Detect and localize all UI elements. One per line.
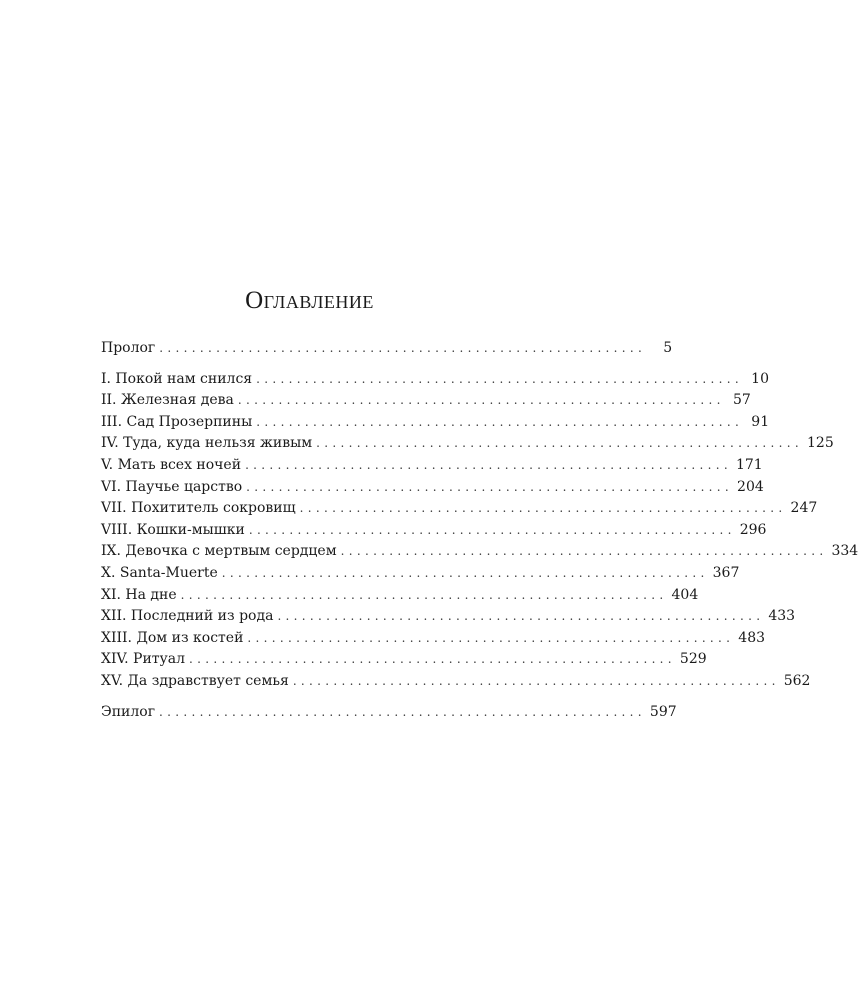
toc-entry-chapter-2[interactable]: [101, 390, 751, 412]
dot-leader: ............................................................: [247, 630, 735, 645]
toc-entry-page: 367: [712, 564, 740, 581]
toc-entry-label: XV. Да здравствует семья: [101, 672, 289, 689]
dot-leader: ............................................................: [159, 341, 647, 355]
toc-entry-chapter-14[interactable]: [101, 649, 707, 671]
toc-entry-chapter-5[interactable]: [101, 455, 763, 477]
toc-entry-page: 10: [751, 370, 769, 387]
toc-entry-page: 562: [783, 672, 811, 689]
toc-entry-label: Эпилог: [101, 703, 156, 720]
toc-entry-label: I. Покой нам снился: [101, 370, 253, 387]
toc-entry-page: 91: [751, 413, 770, 430]
dot-leader: ............................................................: [340, 544, 828, 559]
toc-entry-label: IX. Девочка с мертвым сердцем: [101, 543, 337, 560]
toc-entry-page: 57: [732, 392, 751, 409]
toc-entry-page: 597: [649, 703, 677, 720]
toc-entry-page: 125: [807, 435, 834, 452]
toc-entry-label: X. Santa-Muerte: [101, 564, 218, 581]
toc-entry-page: 529: [679, 651, 707, 668]
toc-entry-epilogue[interactable]: [101, 702, 677, 724]
toc-entry-chapter-13[interactable]: [101, 628, 766, 650]
toc-entry-label: VI. Паучье царство: [101, 478, 243, 495]
dot-leader: ............................................................: [246, 479, 734, 494]
toc-entry-page: 247: [790, 500, 818, 517]
toc-entry-page: 334: [831, 543, 858, 560]
toc-entry-page: 171: [735, 456, 763, 473]
dot-leader: ............................................................: [316, 436, 803, 451]
toc-entry-chapter-11[interactable]: [101, 585, 699, 607]
toc-entry-chapter-12[interactable]: [101, 606, 796, 628]
dot-leader: ............................................................: [189, 652, 676, 667]
toc-entry-label: IV. Туда, куда нельзя живым: [101, 435, 313, 452]
toc-entry-page: 404: [671, 586, 699, 603]
dot-leader: ............................................................: [248, 522, 736, 537]
toc-entry-prologue[interactable]: [101, 338, 673, 360]
toc-entry-chapter-3[interactable]: [101, 412, 770, 434]
toc-entry-page: 483: [738, 629, 766, 646]
toc-entry-label: Пролог: [101, 340, 156, 356]
dot-leader: ............................................................: [221, 565, 709, 580]
toc-entry-chapter-1[interactable]: [101, 369, 769, 391]
toc-entry-page: 296: [739, 521, 767, 538]
toc-entry-label: V. Мать всех ночей: [101, 456, 242, 473]
dot-leader: ............................................................: [256, 414, 744, 429]
toc-entry-label: XIII. Дом из костей: [101, 629, 244, 646]
dot-leader: ............................................................: [245, 457, 732, 472]
dot-leader: ............................................................: [292, 673, 780, 688]
toc-entry-page: 433: [768, 608, 796, 625]
toc-entry-label: III. Сад Прозерпины: [101, 413, 253, 430]
toc-entry-chapter-6[interactable]: [101, 477, 764, 499]
toc-entry-chapter-7[interactable]: [101, 498, 818, 520]
toc-entry-chapter-9[interactable]: [101, 541, 858, 563]
toc-entry-chapter-15[interactable]: [101, 671, 811, 693]
toc-entry-label: VIII. Кошки-мышки: [101, 521, 245, 538]
toc-entry-chapter-8[interactable]: [101, 520, 767, 542]
toc-entry-label: XII. Последний из рода: [101, 608, 274, 625]
toc-entry-page: 204: [737, 478, 764, 495]
dot-leader: ............................................................: [277, 609, 765, 624]
toc-entry-chapter-10[interactable]: [101, 563, 740, 585]
dot-leader: ............................................................: [237, 393, 725, 408]
page-title: Оглавление: [245, 287, 374, 314]
dot-leader: ............................................................: [159, 704, 646, 719]
table-of-contents: [101, 338, 858, 723]
toc-entry-label: XIV. Ритуал: [101, 651, 186, 668]
dot-leader: ............................................................: [256, 371, 743, 386]
toc-entry-label: VII. Похититель сокровищ: [101, 500, 296, 517]
toc-entry-page: 5: [663, 340, 673, 356]
toc-entry-chapter-4[interactable]: [101, 433, 834, 455]
toc-entry-label: II. Железная дева: [101, 392, 234, 409]
toc-entry-label: XI. На дне: [101, 586, 177, 603]
dot-leader: ............................................................: [180, 587, 668, 602]
dot-leader: ............................................................: [299, 501, 787, 516]
